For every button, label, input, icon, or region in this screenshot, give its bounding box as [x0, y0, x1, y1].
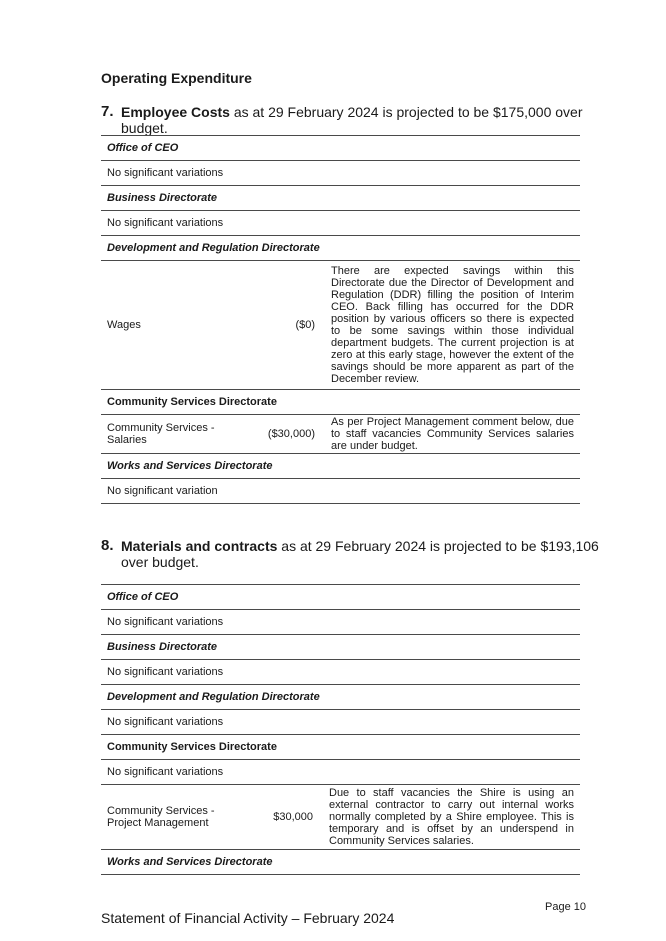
table-row [101, 635, 580, 660]
item-heading-materials-contracts [101, 538, 611, 570]
directorate-label: Business Directorate [101, 186, 580, 211]
variance-table-employee-costs [101, 135, 580, 504]
item-text [121, 538, 611, 570]
line-item-comment: As per Project Management comment below, due to staff vacancies Community Services salaries are under budget. [321, 415, 580, 454]
directorate-label: Development and Regulation Directorate [101, 236, 580, 261]
variation-note: No significant variations [101, 610, 580, 635]
directorate-label: Development and Regulation Directorate [101, 685, 580, 710]
item-number: 7. [101, 103, 114, 120]
line-item-label: Community Services - Salaries [101, 415, 251, 454]
table-row [101, 161, 580, 186]
table-row [101, 390, 580, 415]
table-row [101, 660, 580, 685]
table-row [101, 261, 580, 390]
table-row [101, 685, 580, 710]
item-title: Employee Costs [121, 104, 230, 120]
item-description: as at 29 February 2024 is projected to be $175,000 over budget. [121, 104, 583, 136]
directorate-label: Business Directorate [101, 635, 580, 660]
variation-note: No significant variations [101, 161, 580, 186]
table-row [101, 760, 580, 785]
line-item-amount: ($0) [251, 261, 321, 390]
section-title: Operating Expenditure [101, 70, 252, 86]
line-item-amount: ($30,000) [251, 415, 321, 454]
table-row [101, 415, 580, 454]
footer-title: Statement of Financial Activity – February 2024 [101, 910, 395, 926]
variation-note: No significant variations [101, 710, 580, 735]
table-row [101, 785, 580, 850]
table-row [101, 850, 580, 875]
table-row [101, 610, 580, 635]
directorate-label: Community Services Directorate [101, 735, 580, 760]
line-item-amount: $30,000 [251, 785, 319, 850]
variation-note: No significant variations [101, 211, 580, 236]
directorate-label: Works and Services Directorate [101, 850, 580, 875]
table-row [101, 585, 580, 610]
variation-note: No significant variation [101, 479, 580, 504]
page-number: Page 10 [545, 901, 586, 913]
table-row [101, 735, 580, 760]
item-text [121, 104, 611, 136]
table-row [101, 211, 580, 236]
item-number: 8. [101, 537, 114, 554]
item-title: Materials and contracts [121, 538, 278, 554]
item-description: as at 29 February 2024 is projected to be $193,106 over budget. [121, 538, 599, 570]
line-item-label: Wages [101, 261, 251, 390]
line-item-comment: There are expected savings within this Directorate due the Director of Development and Regulation (DDR) filling the position of Interim CEO. Back filling has occurred for the DDR position by various officers so there is expected to be some savings within those individual department budgets. The current projection is at zero at this early stage, however the extent of the savings should be more apparent as part of the December review. [321, 261, 580, 390]
table-row [101, 710, 580, 735]
directorate-label: Office of CEO [101, 136, 580, 161]
line-item-label: Community Services - Project Management [101, 785, 251, 850]
variance-table-materials-contracts [101, 584, 580, 875]
directorate-label: Office of CEO [101, 585, 580, 610]
table-row [101, 186, 580, 211]
table-row [101, 236, 580, 261]
table-row [101, 454, 580, 479]
item-heading-employee-costs [101, 104, 611, 136]
line-item-comment: Due to staff vacancies the Shire is using an external contractor to carry out internal works normally completed by a Shire employee. This is temporary and is offset by an underspend in Community Services salaries. [319, 785, 580, 850]
directorate-label: Community Services Directorate [101, 390, 580, 415]
table-row [101, 479, 580, 504]
table-row [101, 136, 580, 161]
directorate-label: Works and Services Directorate [101, 454, 580, 479]
variation-note: No significant variations [101, 760, 580, 785]
variation-note: No significant variations [101, 660, 580, 685]
